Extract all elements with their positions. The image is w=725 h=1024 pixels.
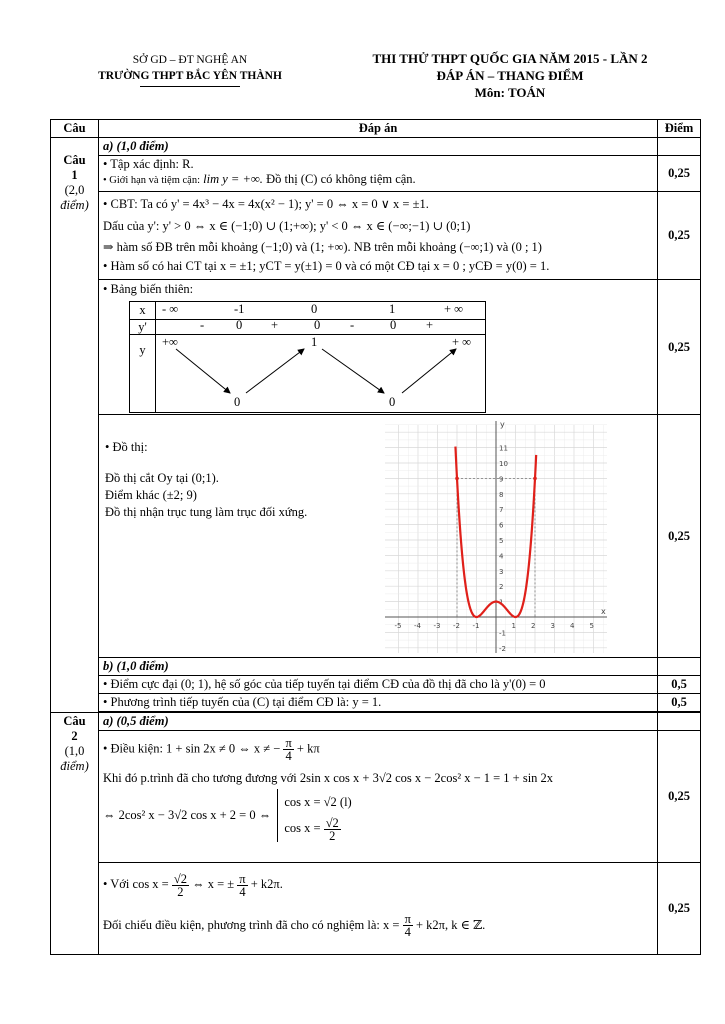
q2-case-line [103,871,653,898]
x-tick-label: -5 [394,622,402,630]
q2-case-mid: ⇔ x = ± [192,877,235,891]
frac-den: 4 [285,749,292,763]
q2-case-pre: • Với [103,877,130,891]
q1-part-a-title: a) (1,0 điểm) [99,138,658,156]
variation-table [129,301,486,413]
y-tick-label: 5 [499,537,504,545]
q1-a1-score: 0,25 [658,156,701,192]
y-tick-label: 10 [499,460,508,468]
bbt-x-label: x [130,302,156,320]
header-right [330,50,690,101]
y-axis-label: y [500,420,505,429]
col-header-diem: Điểm [658,120,701,138]
x-tick-label: 3 [550,622,555,630]
function-graph [381,417,611,657]
frac-den: 2 [329,828,336,843]
bbt-y-label: y [130,335,156,413]
bbt-arrow-down [322,349,384,393]
q2-points-unit: điểm) [60,759,89,773]
col-header-dapan: Đáp án [99,120,658,138]
table-row [51,192,701,280]
q1-graph-symmetry: Đồ thị nhận trục tung làm trục đối xứng. [105,505,308,519]
table-row [51,280,701,415]
q2-a2-score: 0,25 [658,863,701,955]
x-tick-label: 2 [531,622,536,630]
q2-conclusion-tail: + k2π, k ∈ ℤ. [416,917,486,932]
table-header-row [51,120,701,138]
subject-name: Môn: TOÁN [474,85,546,100]
header-left [70,52,310,87]
q1-a2-score: 0,25 [658,192,701,280]
table-row [51,694,701,712]
q1-limit-note: Đồ thị (C) có không tiệm cận. [266,172,416,186]
q1-a1-cell [99,156,658,192]
bbt-y-top: + ∞ [452,335,472,349]
q2-case2-pre: cos x = [284,821,321,835]
q2-system-case2 [284,815,351,842]
q2-condition-tail: + kπ [296,741,320,756]
q1-bbt-title: • Bảng biến thiên: [103,282,194,296]
x-axis-label: x [601,607,606,616]
school-name: TRƯỜNG THPT BẮC YÊN THÀNH [98,70,282,82]
q2-conclusion-text: Đối chiếu điều kiện, phương trình đã cho có nghiệm là: [103,917,380,932]
bbt-sign: 0 [390,318,397,332]
q1-limit-math: lim y = +∞. [203,172,263,186]
q2-condition-text: • Điều kiện: 1 + sin 2x ≠ 0 ⇔ x ≠ − [103,741,281,756]
bbt-arrow-up [246,349,304,393]
bbt-x-val: 1 [389,302,396,316]
empty-score [658,713,701,731]
bbt-sign: 0 [236,318,243,332]
q1-a4-cell [99,415,658,658]
q2-case-tail: + k2π. [250,877,283,891]
bbt-y-bottom: 0 [389,395,396,409]
q2-equiv-line [103,770,653,787]
x-tick-label: -3 [433,622,441,630]
q2-cau-number: 2 [71,729,78,743]
q1-a4-score: 0,25 [658,415,701,658]
bbt-y-top: 1 [311,335,318,349]
table-row [51,658,701,676]
y-tick-label: 9 [499,475,504,484]
q2-system-case1: cos x = √2 (l) [284,795,352,809]
q1-points-unit: điểm) [60,198,89,212]
bbt-y-bottom: 0 [234,395,241,409]
bbt-x-val: 0 [311,302,318,316]
x-tick-label: 1 [511,622,516,630]
bbt-sign: - [200,318,205,332]
bbt-sign: 0 [314,318,321,332]
answer-subtitle: ĐÁP ÁN – THANG ĐIỂM [436,68,584,83]
table-row [51,863,701,955]
q1-graph-point: Điểm khác (±2; 9) [105,488,197,502]
bbt-arrow-down [176,349,230,393]
bbt-x-val: + ∞ [444,302,464,316]
bbt-sign: + [426,318,434,332]
y-tick-label: -2 [499,644,506,653]
x-tick-label: -1 [472,622,480,630]
exam-title: THI THỬ THPT QUỐC GIA NĂM 2015 - LẦN 2 [372,51,648,66]
q1-monotonic-line: ⇒ hàm số ĐB trên mỗi khoảng (−1;0) và (1; +∞). NB trên mỗi khoảng (−∞;1) và (0 ; 1) [103,240,542,254]
x-tick-label: -2 [453,622,460,630]
q1-a3-cell [99,280,658,415]
q2-part-a-title: a) (0,5 điểm) [99,713,658,731]
frac-num: π [239,871,246,886]
col-header-cau: Câu [51,120,99,138]
y-tick-label: 2 [499,583,504,592]
q1-cau-number: 1 [71,168,78,182]
y-tick-label: 11 [499,444,508,453]
q2-condition-line [103,737,653,762]
q2-conclusion-x: x = [383,917,400,932]
frac-num: π [404,912,411,927]
q1-part-b-title: b) (1,0 điểm) [99,658,658,676]
table-row [51,138,701,156]
q2-quadratic-line [103,789,653,842]
table-row [51,676,701,694]
q1-extrema-line: • Hàm số có hai CT tại x = ±1; yCT = y(±1) = 0 và có một CĐ tại x = 0 ; yCĐ = y(0) = 1. [103,259,550,273]
q2-a1-score: 0,25 [658,731,701,863]
q2-conclusion-line [103,912,653,939]
q1-limit-label: • Giới hạn và tiệm cận: [103,175,200,186]
q1-b2-score: 0,5 [658,694,701,712]
frac-den: 4 [404,925,411,940]
table-row [51,415,701,658]
y-tick-label: 8 [499,490,504,499]
y-tick-label: 4 [499,552,504,561]
x-tick-label: -4 [414,622,421,630]
x-tick-label: 4 [570,622,575,630]
y-tick-label: 1 [499,598,504,607]
bbt-y-top: +∞ [162,335,178,349]
q1-cau-label: Câu [63,153,86,167]
frac-num: √2 [173,871,187,886]
q2-points: (1,0 [64,744,85,758]
q2-quadratic-text: ⇔ 2cos² x − 3√2 cos x + 2 = 0 ⇔ [103,807,272,822]
y-tick-label: 3 [499,567,504,576]
table-row [51,713,701,731]
q1-a3-score: 0,25 [658,280,701,415]
q1-points: (2,0 [64,183,85,197]
curve-point [455,477,459,481]
q2-cau-label: Câu [63,714,86,728]
bbt-x-val: - ∞ [162,302,179,316]
curve-point [533,477,537,481]
bbt-y-row [156,335,486,413]
empty-score [658,658,701,676]
table-row [51,156,701,192]
q1-domain-line: • Tập xác định: R. [103,157,194,171]
bbt-x-val: -1 [234,302,245,316]
q1-graph-oy: Đồ thị cắt Oy tại (0;1). [105,471,219,485]
q2-equiv-eq: 2sin x cos x + 3√2 cos x − 2cos² x − 1 = 1 + sin 2x [299,771,554,785]
bbt-sign: - [350,318,355,332]
x-tick-label: 5 [589,622,594,630]
bbt-yp-label: y' [130,320,156,335]
q1-a2-cell [99,192,658,280]
q1-b1-line: • Điểm cực đại (0; 1), hệ số góc của tiếp tuyến tại điểm CĐ của đồ thị đã cho là y'(0) = 0 [99,676,658,694]
empty-score [658,138,701,156]
q1-label-cell [51,138,99,713]
q2-case-cos: cos x = [132,877,169,891]
bbt-x-row [156,302,486,320]
header-divider [140,86,240,87]
q2-a1-cell [99,731,658,863]
frac-den: 4 [239,884,246,899]
q2-a2-cell [99,863,658,955]
bbt-yp-row [156,320,486,335]
y-tick-label: -1 [499,629,506,638]
frac-den: 2 [177,884,184,899]
frac-num: √2 [325,815,339,830]
y-tick-label: 7 [499,506,504,515]
dept-name: SỞ GD – ĐT NGHỆ AN [132,54,248,66]
answer-table [50,119,701,955]
bbt-sign: + [271,318,279,332]
q1-derivative-line: • CBT: Ta có y' = 4x³ − 4x = 4x(x² − 1); y' = 0 ⇔ x = 0 ∨ x = ±1. [103,197,429,211]
q2-label-cell [51,713,99,955]
q1-b2-line: • Phương trình tiếp tuyến của (C) tại điểm CĐ là: y = 1. [99,694,658,712]
q1-sign-line: Dấu của y': y' > 0 ⇔ x ∈ (−1;0) ∪ (1;+∞); y' < 0 ⇔ x ∈ (−∞;−1) ∪ (0;1) [103,219,471,233]
y-tick-label: 6 [499,521,504,530]
bbt-arrows [156,335,486,413]
q1-graph-title: • Đồ thị: [105,440,148,454]
bbt-arrow-up [402,349,456,393]
q2-equiv-text: Khi đó p.trình đã cho tương đương với [103,771,297,785]
q1-b1-score: 0,5 [658,676,701,694]
table-row [51,731,701,863]
q2-solution-system [277,789,351,842]
frac-num: π [285,736,292,750]
